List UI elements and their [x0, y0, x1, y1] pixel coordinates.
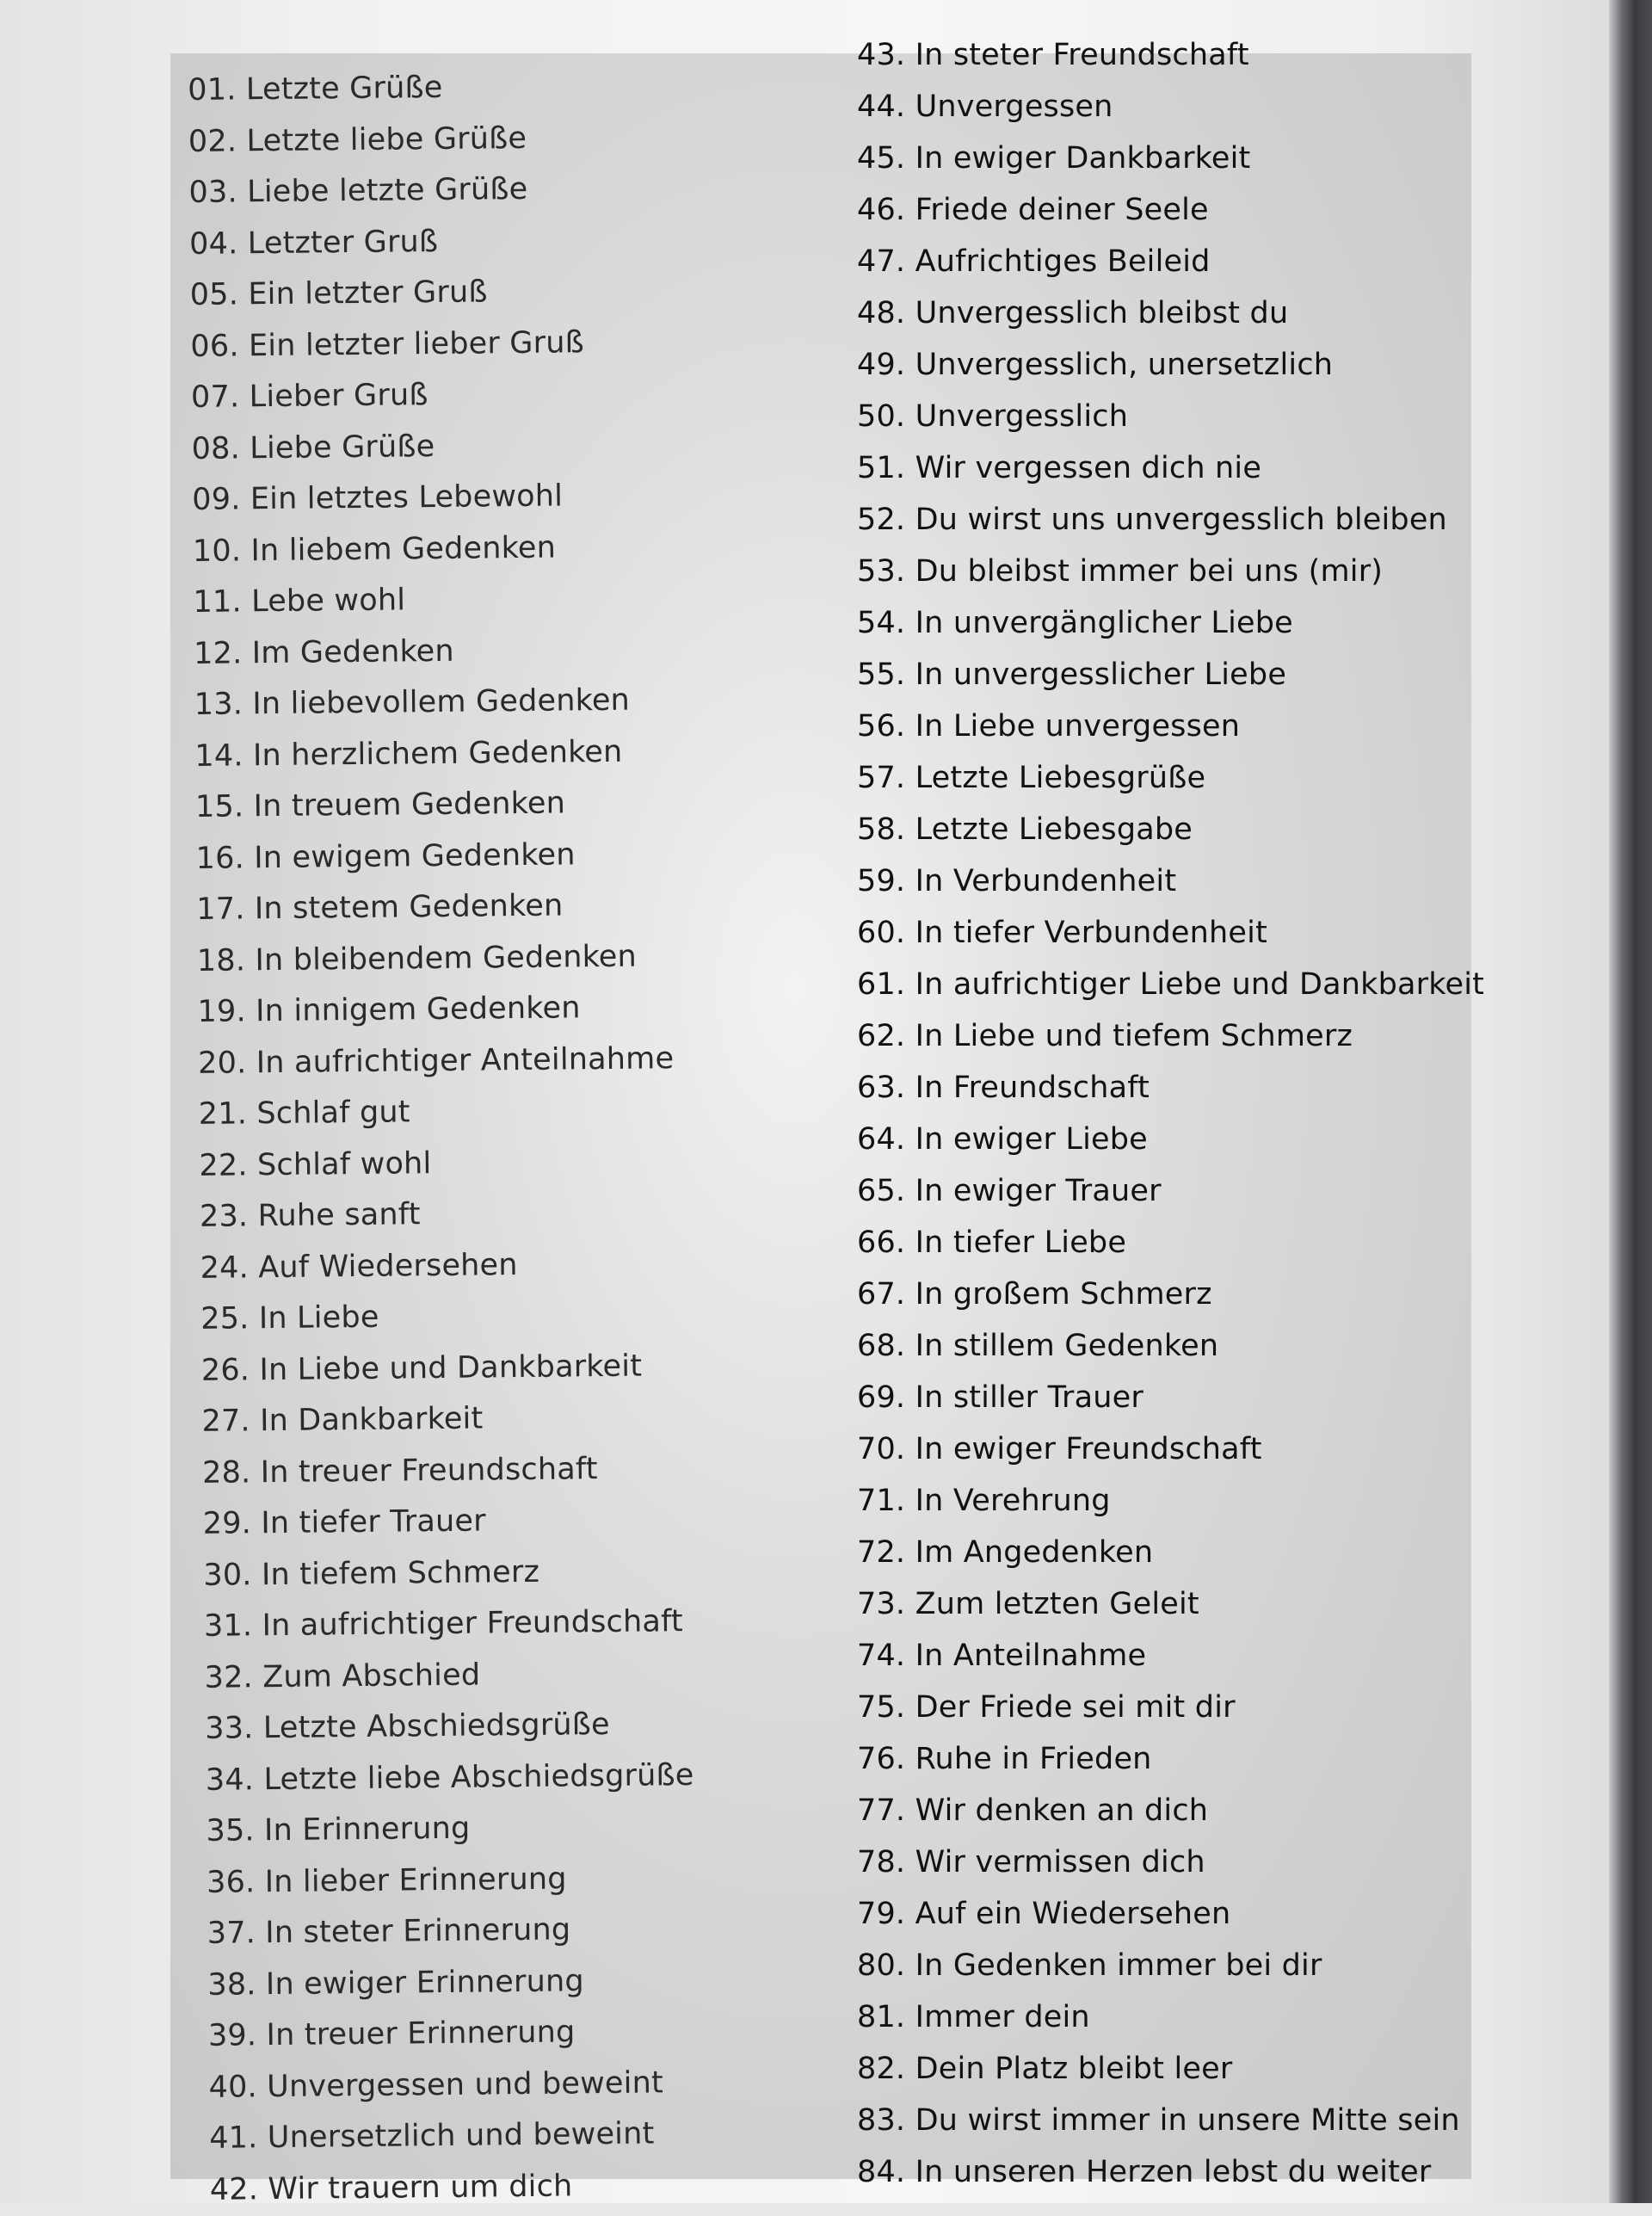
- list-item: 15. In treuem Gedenken: [194, 786, 566, 824]
- list-item: 16. In ewigem Gedenken: [195, 836, 576, 876]
- list-item: 55. In unvergesslicher Liebe: [857, 657, 1287, 692]
- list-item: 71. In Verehrung: [857, 1484, 1111, 1518]
- list-item: 47. Aufrichtiges Beileid: [857, 244, 1211, 279]
- list-item: 53. Du bleibst immer bei uns (mir): [857, 554, 1384, 589]
- list-item: 33. Letzte Abschiedsgrüße: [205, 1707, 611, 1746]
- list-item: 77. Wir denken an dich: [857, 1793, 1209, 1828]
- left-phrase-column: [188, 59, 812, 2216]
- list-item: 40. Unvergessen und beweint: [208, 2065, 664, 2105]
- list-item: 66. In tiefer Liebe: [857, 1225, 1127, 1260]
- list-item: 41. Unersetzlich und beweint: [209, 2116, 655, 2156]
- list-item: 23. Ruhe sanft: [199, 1197, 421, 1234]
- list-item: 60. In tiefer Verbundenheit: [857, 916, 1267, 950]
- list-item: 17. In stetem Gedenken: [196, 888, 564, 927]
- list-item: 79. Auf ein Wiedersehen: [857, 1897, 1231, 1931]
- list-item: 54. In unvergänglicher Liebe: [857, 606, 1293, 640]
- list-item: 04. Letzter Gruß: [188, 224, 439, 262]
- list-item: 56. In Liebe unvergessen: [857, 709, 1241, 744]
- list-item: 34. Letzte liebe Abschiedsgrüße: [205, 1757, 694, 1798]
- list-item: 76. Ruhe in Frieden: [857, 1742, 1152, 1776]
- list-item: 84. In unseren Herzen lebst du weiter: [857, 2155, 1432, 2189]
- list-item: 11. Lebe wohl: [193, 583, 406, 620]
- list-item: 07. Lieber Gruß: [190, 378, 428, 415]
- list-item: 12. Im Gedenken: [193, 633, 455, 671]
- right-phrase-column: [857, 29, 1485, 2198]
- list-item: 06. Ein letzter lieber Gruß: [190, 324, 585, 364]
- list-item: 24. Auf Wiedersehen: [200, 1247, 518, 1286]
- list-item: 10. In liebem Gedenken: [192, 530, 557, 569]
- list-item: 03. Liebe letzte Grüße: [188, 171, 528, 210]
- list-item: 38. In ewiger Erinnerung: [207, 1963, 585, 2003]
- list-item: 02. Letzte liebe Grüße: [188, 120, 527, 159]
- list-item: 37. In steter Erinnerung: [206, 1912, 571, 1951]
- list-item: 49. Unvergesslich, unersetzlich: [857, 348, 1334, 382]
- list-item: 58. Letzte Liebesgabe: [857, 812, 1193, 847]
- list-item: 61. In aufrichtiger Liebe und Dankbarkeit: [857, 967, 1485, 1002]
- list-item: 83. Du wirst immer in unsere Mitte sein: [857, 2103, 1460, 2138]
- list-item: 69. In stiller Trauer: [857, 1380, 1143, 1415]
- list-item: 63. In Freundschaft: [857, 1071, 1150, 1105]
- list-item: 70. In ewiger Freundschaft: [857, 1432, 1262, 1466]
- list-item: 09. Ein letztes Lebewohl: [192, 478, 564, 517]
- list-item: 35. In Erinnerung: [206, 1811, 471, 1849]
- list-item: 51. Wir vergessen dich nie: [857, 451, 1262, 485]
- list-item: 14. In herzlichem Gedenken: [194, 734, 623, 774]
- list-item: 30. In tiefem Schmerz: [203, 1554, 540, 1593]
- list-item: 52. Du wirst uns unvergesslich bleiben: [857, 503, 1447, 537]
- list-item: 81. Immer dein: [857, 2000, 1090, 2034]
- list-item: 32. Zum Abschied: [204, 1657, 481, 1695]
- list-item: 72. Im Angedenken: [857, 1535, 1154, 1570]
- list-item: 21. Schlaf gut: [198, 1095, 410, 1132]
- list-item: 08. Liebe Grüße: [191, 429, 435, 466]
- list-item: 27. In Dankbarkeit: [201, 1401, 484, 1439]
- list-item: 31. In aufrichtiger Freundschaft: [203, 1604, 684, 1644]
- list-item: 39. In treuer Erinnerung: [207, 2015, 576, 2053]
- list-item: 22. Schlaf wohl: [199, 1145, 432, 1183]
- list-item: 18. In bleibendem Gedenken: [196, 939, 638, 978]
- list-item: 73. Zum letzten Geleit: [857, 1587, 1199, 1621]
- list-item: 13. In liebevollem Gedenken: [194, 682, 631, 722]
- list-item: 25. In Liebe: [200, 1299, 379, 1336]
- list-item: 45. In ewiger Dankbarkeit: [857, 141, 1251, 176]
- list-item: 80. In Gedenken immer bei dir: [857, 1948, 1322, 1983]
- list-item: 68. In stillem Gedenken: [857, 1329, 1219, 1363]
- list-item: 74. In Anteilnahme: [857, 1639, 1147, 1673]
- list-item: 26. In Liebe und Dankbarkeit: [200, 1349, 643, 1388]
- folder-binding-edge: [1609, 0, 1652, 2203]
- list-item: 65. In ewiger Trauer: [857, 1174, 1162, 1208]
- list-item: 48. Unvergesslich bleibst du: [857, 296, 1289, 330]
- list-item: 44. Unvergessen: [857, 90, 1113, 124]
- list-item: 46. Friede deiner Seele: [857, 193, 1209, 227]
- list-item: 64. In ewiger Liebe: [857, 1122, 1148, 1157]
- list-item: 82. Dein Platz bleibt leer: [857, 2052, 1233, 2086]
- list-item: 57. Letzte Liebesgrüße: [857, 761, 1206, 795]
- list-item: 19. In innigem Gedenken: [197, 991, 581, 1029]
- list-item: 62. In Liebe und tiefem Schmerz: [857, 1019, 1353, 1053]
- list-item: 67. In großem Schmerz: [857, 1277, 1212, 1312]
- list-item: 42. Wir trauern um dich: [209, 2168, 573, 2207]
- list-item: 59. In Verbundenheit: [857, 864, 1177, 898]
- list-item: 29. In tiefer Trauer: [202, 1503, 486, 1541]
- list-item: 78. Wir vermissen dich: [857, 1845, 1205, 1880]
- list-item: 43. In steter Freundschaft: [857, 38, 1249, 72]
- list-item: 36. In lieber Erinnerung: [206, 1861, 567, 1900]
- list-item: 01. Letzte Grüße: [188, 70, 443, 108]
- list-item: 50. Unvergesslich: [857, 399, 1129, 434]
- list-item: 28. In treuer Freundschaft: [201, 1451, 598, 1491]
- list-item: 05. Ein letzter Gruß: [189, 275, 488, 312]
- list-item: 20. In aufrichtiger Anteilnahme: [197, 1040, 675, 1081]
- list-item: 75. Der Friede sei mit dir: [857, 1690, 1236, 1725]
